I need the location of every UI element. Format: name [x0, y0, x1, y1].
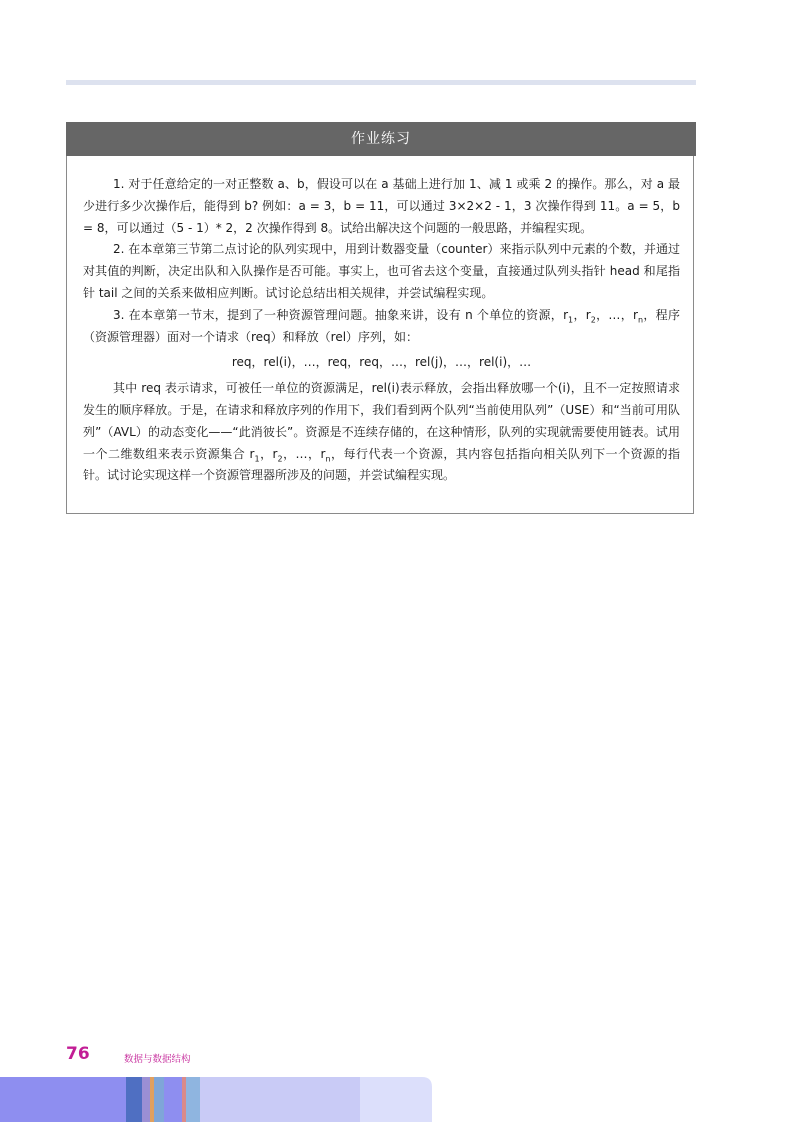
top-rule: [66, 80, 696, 85]
text-run: ，…，r: [595, 307, 638, 322]
book-title: 数据与数据结构: [124, 1054, 191, 1065]
bar-lightest: [360, 1077, 432, 1122]
exercise-3-continued: [83, 378, 680, 487]
text-run: ，r: [573, 307, 591, 322]
subscript: 1: [568, 315, 574, 325]
bar-stripe: [150, 1077, 154, 1122]
bar-stripe: [182, 1077, 186, 1122]
text-run: 3. 在本章第一节末，提到了一种资源管理问题。抽象来讲，设有 n 个单位的资源，r: [113, 307, 569, 322]
exercise-box: [66, 122, 694, 514]
bar-stripe: [186, 1077, 200, 1122]
exercise-2: 2. 在本章第三节第二点讨论的队列实现中，用到计数器变量（counter）来指示队列中元素的个数，并通过对其值的判断，决定出队和入队操作是否可能。事实上，也可省去这个变量，直接通过队列头指针 head 和尾指针 tail 之间的关系来做相应判断。试讨论总结出相关规律，并尝试编程实现。: [83, 242, 680, 300]
text-run: ，程序（资源管理器）面对一个请求（req）和释放（rel）序列，如：: [83, 307, 680, 344]
bar-light: [200, 1077, 360, 1122]
bar-stripe: [126, 1077, 142, 1122]
text-run: ，每行代表一个资源，其内容包括指向相关队列下一个资源的指针。试讨论实现这样一个资源管理器所涉及的问题，并尝试编程实现。: [83, 446, 681, 483]
subscript: 2: [277, 453, 283, 463]
page-number: 76: [66, 1044, 90, 1064]
subscript: n: [325, 453, 331, 463]
text-run: 其中 req 表示请求，可被任一单位的资源满足，rel(i)表示释放，会指出释放哪一个(i)，且不一定按照请求发生的顺序释放。于是，在请求和释放序列的作用下，我们看到两个队列“当前使用队列”（USE）和“当前可用队列”（AVL）的动态变化——“此消彼长”。资源是不连续存储的，在这种情形，队列的实现就需要使用链表。试用一个二维数组来表示资源集合 r: [83, 381, 680, 461]
section-title: 作业练习: [66, 122, 696, 156]
text-run: ，r: [259, 446, 278, 461]
footer-decoration: [0, 1077, 432, 1122]
exercise-3: [83, 305, 680, 349]
bar-stripe: [142, 1077, 150, 1122]
subscript: 2: [590, 315, 596, 325]
subscript: 1: [254, 453, 260, 463]
bar-stripe: [154, 1077, 164, 1122]
sequence-formula: req，rel(i)，…，req，req，…，rel(j)，…，rel(i)，…: [231, 355, 532, 370]
exercise-1: 1. 对于任意给定的一对正整数 a、b，假设可以在 a 基础上进行加 1、减 1 或乘 2 的操作。那么，对 a 最少进行多少次操作后，能得到 b? 例如：a = 3，b = 11，可以通过 3×2×2 - 1，3 次操作得到 11。a = 5，b = 8，可以通过（5 - 1）* 2，2 次操作得到 8。试给出解决这个问题的一般思路，并编程实现。: [83, 177, 680, 235]
subscript: n: [637, 315, 644, 325]
exercise-body: [83, 174, 680, 487]
text-run: ，…，r: [282, 446, 326, 461]
bar-stripe: [164, 1077, 182, 1122]
